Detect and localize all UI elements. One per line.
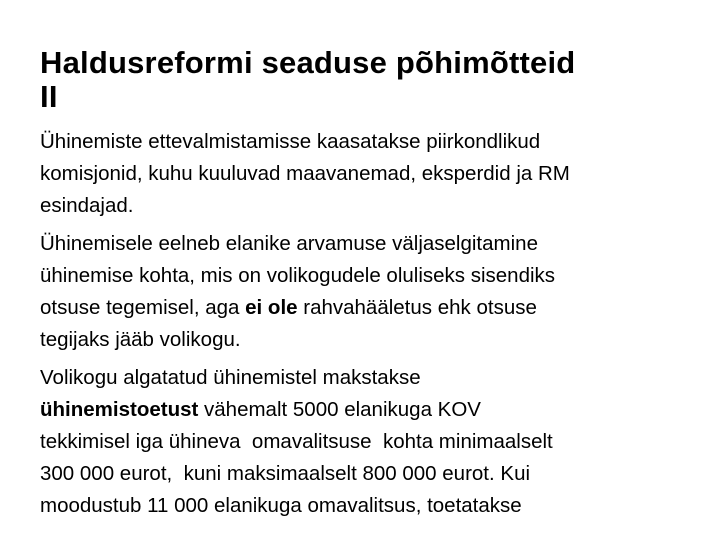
slide-title (40, 46, 680, 114)
p3-emphasis-uhinemistoetust: ühinemistoetust (40, 398, 199, 421)
paragraph-opinion (40, 228, 680, 356)
title-line-2: II (40, 79, 58, 114)
p2-line-3a: otsuse tegemisel, aga (40, 296, 246, 319)
p1-line-1: Ühinemiste ettevalmistamisse kaasatakse piirkondlikud (40, 130, 541, 153)
p2-line-1: Ühinemisele eelneb elanike arvamuse väljaselgitamine (40, 232, 538, 255)
p3-line-5: moodustub 11 000 elanikuga omavalitsus, toetatakse (40, 494, 522, 517)
p2-line-4: tegijaks jääb volikogu. (40, 328, 241, 351)
paragraph-support (40, 362, 680, 522)
title-line-1: Haldusreformi seaduse põhimõtteid (40, 45, 576, 80)
slide (40, 46, 680, 528)
p3-line-3: tekkimisel iga ühineva omavalitsuse kohta minimaalselt (40, 430, 553, 453)
p2-emphasis-ei-ole: ei ole (245, 296, 298, 319)
paragraph-commissions (40, 126, 680, 222)
p3-line-1: Volikogu algatatud ühinemistel makstakse (40, 366, 421, 389)
p2-line-3c: rahvahääletus ehk otsuse (297, 296, 537, 319)
p1-line-3: esindajad. (40, 194, 134, 217)
p1-line-2: komisjonid, kuhu kuuluvad maavanemad, eksperdid ja RM (40, 162, 570, 185)
p3-line-2b: vähemalt 5000 elanikuga KOV (198, 398, 481, 421)
p2-line-2: ühinemise kohta, mis on volikogudele oluliseks sisendiks (40, 264, 556, 287)
p3-line-4: 300 000 eurot, kuni maksimaalselt 800 000 eurot. Kui (40, 462, 531, 485)
